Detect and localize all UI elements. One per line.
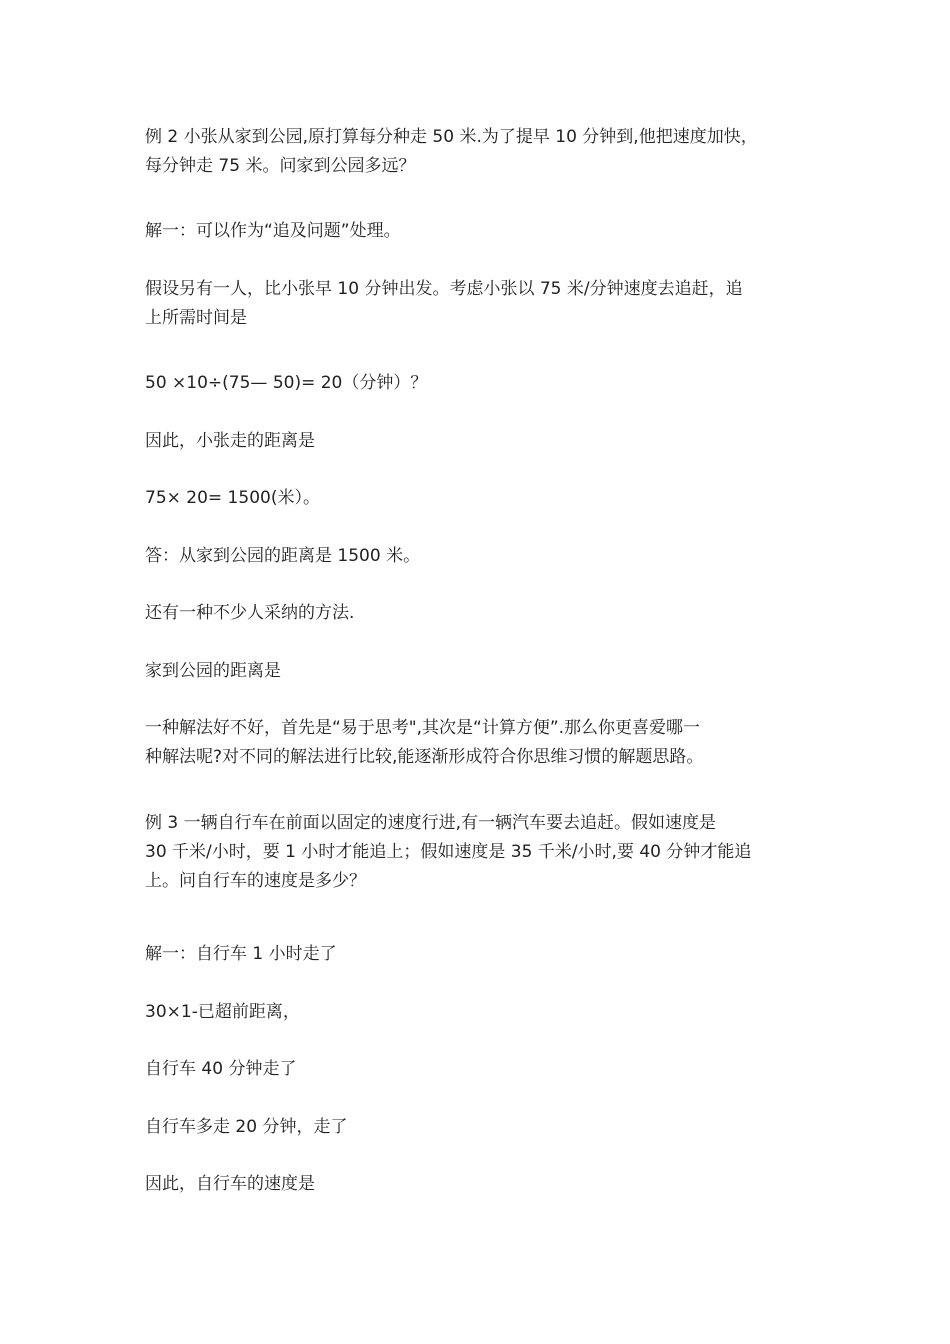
- bike-40-min: [145, 1055, 810, 1084]
- text-line: 例 3 一辆自行车在前面以固定的速度行进,有一辆汽车要去追赶。假如速度是: [145, 813, 717, 833]
- text-line: 假设另有一人，比小张早 10 分钟出发。考虑小张以 75 米/分钟速度去追赶，追: [145, 279, 743, 299]
- method-comparison: [145, 714, 810, 772]
- assumption-paragraph: [145, 275, 810, 333]
- text-line: 解一：可以作为“追及问题”处理。: [145, 221, 401, 241]
- example-3-problem: [145, 809, 810, 896]
- therefore-distance: [145, 427, 810, 456]
- text-line: 自行车 40 分钟走了: [145, 1059, 297, 1079]
- text-line: 例 2 小张从家到公园,原打算每分种走 50 米.为了提早 10 分钟到,他把速度加快，: [145, 127, 758, 147]
- text-line: 答：从家到公园的距离是 1500 米。: [145, 546, 421, 566]
- text-line: 家到公园的距离是: [145, 661, 281, 681]
- formula-time: [145, 369, 810, 398]
- solution-1-bike: [145, 940, 810, 969]
- text-line: 75× 20= 1500(米）。: [145, 488, 320, 508]
- text-line: 一种解法好不好，首先是“易于思考",其次是“计算方便”.那么你更喜爱哪一: [145, 718, 701, 738]
- another-method: [145, 599, 810, 628]
- example-2-problem: [145, 123, 810, 181]
- formula-lead: [145, 998, 810, 1027]
- text-line: 种解法呢?对不同的解法进行比较,能逐渐形成符合你思维习惯的解题思路。: [145, 747, 704, 767]
- answer: [145, 542, 810, 571]
- distance-statement: [145, 657, 810, 686]
- bike-extra-20-min: [145, 1113, 810, 1142]
- text-line: 50 ×10÷(75— 50)= 20（分钟）？: [145, 373, 428, 393]
- text-line: 自行车多走 20 分钟，走了: [145, 1117, 348, 1137]
- text-line: 每分钟走 75 米。问家到公园多远？: [145, 156, 416, 176]
- solution-1-intro: [145, 217, 810, 246]
- text-line: 上所需时间是: [145, 308, 247, 328]
- text-line: 解一：自行车 1 小时走了: [145, 944, 337, 964]
- formula-distance: [145, 484, 810, 513]
- text-line: 30 千米/小时，要 1 小时才能追上；假如速度是 35 千米/小时,要 40 分钟才能追: [145, 842, 752, 862]
- text-line: 因此，自行车的速度是: [145, 1174, 315, 1194]
- text-line: 还有一种不少人采纳的方法.: [145, 603, 355, 623]
- bike-speed: [145, 1170, 810, 1199]
- text-line: 上。问自行车的速度是多少？: [145, 871, 366, 891]
- text-line: 因此，小张走的距离是: [145, 431, 315, 451]
- text-line: 30×1-已超前距离，: [145, 1002, 300, 1022]
